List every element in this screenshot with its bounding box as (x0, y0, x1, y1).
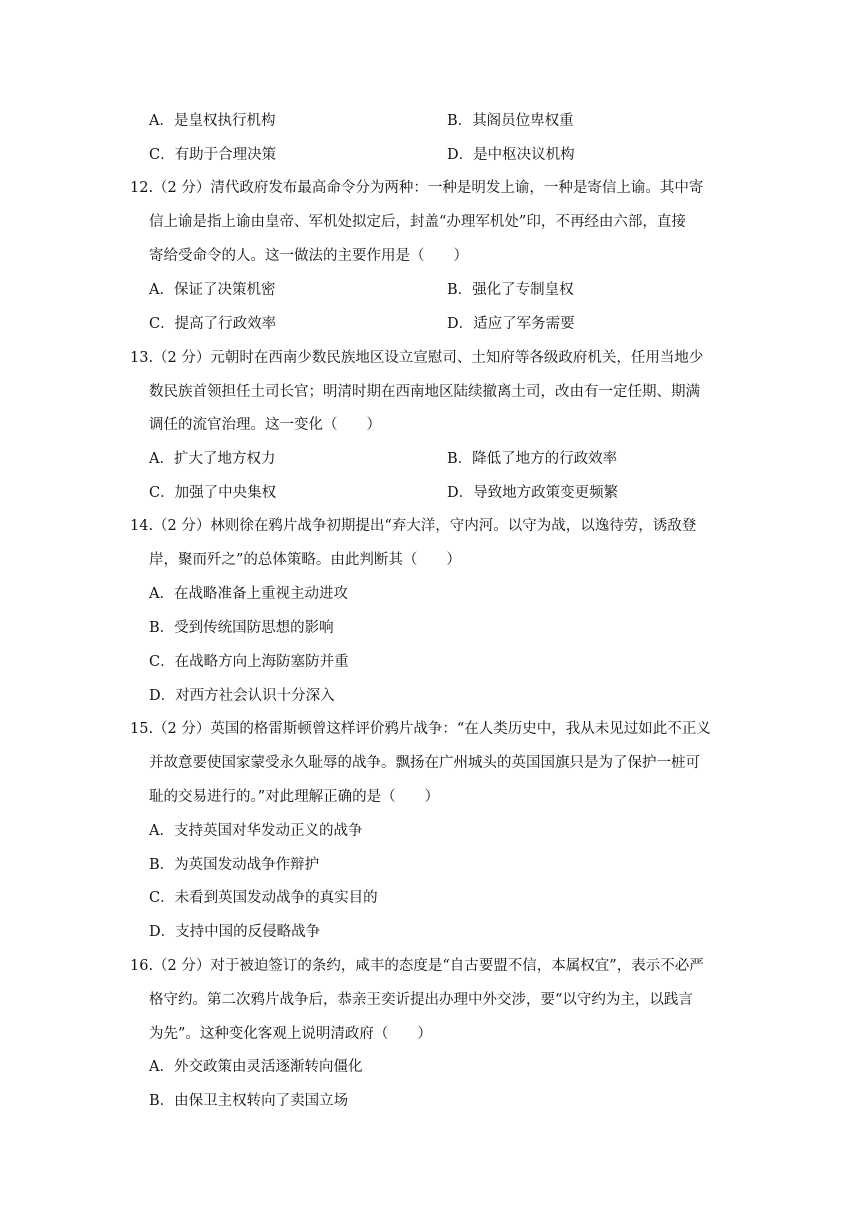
q15-stem-line-1: 15.（2 分）英国的格雷斯顿曾这样评价鸦片战争：“在人类历史中，我从未见过如此不正义 (130, 721, 711, 737)
q16-option-b: B．由保卫主权转向了卖国立场 (149, 1093, 349, 1109)
q11-option-d: D．是中枢决议机构 (447, 147, 575, 163)
q11-option-b: B．其阁员位卑权重 (447, 113, 574, 129)
q12-stem-line-2: 信上谕是指上谕由皇帝、军机处拟定后，封盖“办理军机处”印，不再经由六部，直接 (149, 214, 686, 230)
q13-option-d: D．导致地方政策变更频繁 (447, 485, 619, 501)
q14-option-b: B．受到传统国防思想的影响 (149, 620, 334, 636)
q13-option-a: A．扩大了地方权力 (149, 451, 276, 467)
q12-option-b: B．强化了专制皇权 (447, 282, 574, 298)
q14-option-c: C．在战略方向上海防塞防并重 (149, 654, 349, 670)
q15-stem-line-2: 并故意要使国家蒙受永久耻辱的战争。飘扬在广州城头的英国国旗只是为了保护一桩可 (149, 755, 700, 771)
q13-option-b: B．降低了地方的行政效率 (447, 451, 618, 467)
q14-option-a: A．在战略准备上重视主动进攻 (149, 586, 348, 602)
q15-stem-line-3: 耻的交易进行的。”对此理解正确的是（ ） (149, 789, 440, 805)
q16-stem-line-3: 为先”。这种变化客观上说明清政府（ ） (149, 1026, 432, 1042)
q16-stem-line-1: 16.（2 分）对于被迫签订的条约，咸丰的态度是“自古要盟不信，本属权宜”，表示不必严 (130, 958, 704, 974)
q13-stem-line-3: 调任的流官治理。这一变化（ ） (149, 417, 381, 433)
q11-option-c: C．有助于合理决策 (149, 147, 277, 163)
q12-stem-line-1: 12.（2 分）清代政府发布最高命令分为两种：一种是明发上谕，一种是寄信上谕。其中寄 (130, 180, 704, 196)
q11-option-a: A．是皇权执行机构 (149, 113, 276, 129)
q12-option-a: A．保证了决策机密 (149, 282, 276, 298)
q15-option-a: A．支持英国对华发动正义的战争 (149, 823, 363, 839)
q12-option-c: C．提高了行政效率 (149, 316, 277, 332)
q16-stem-line-2: 格守约。第二次鸦片战争后，恭亲王奕䜣提出办理中外交涉，要“以守约为主，以践言 (149, 992, 693, 1008)
q12-stem-line-3: 寄给受命令的人。这一做法的主要作用是（ ） (149, 248, 468, 264)
q13-option-c: C．加强了中央集权 (149, 485, 277, 501)
q14-option-d: D．对西方社会认识十分深入 (149, 688, 335, 704)
q13-stem-line-2: 数民族首领担任土司长官；明清时期在西南地区陆续撤离土司，改由有一定任期、期满 (149, 384, 700, 400)
q15-option-b: B．为英国发动战争作辩护 (149, 857, 320, 873)
q14-stem-line-1: 14.（2 分）林则徐在鸦片战争初期提出“弃大洋，守内河。以守为战，以逸待劳，诱敌登 (130, 518, 697, 534)
q15-option-d: D．支持中国的反侵略战争 (149, 924, 321, 940)
q13-stem-line-1: 13.（2 分）元朝时在西南少数民族地区设立宣慰司、土知府等各级政府机关，任用当地少 (130, 350, 704, 366)
q16-option-a: A．外交政策由灵活逐渐转向僵化 (149, 1059, 363, 1075)
q15-option-c: C．未看到英国发动战争的真实目的 (149, 890, 378, 906)
q12-option-d: D．适应了军务需要 (447, 316, 575, 332)
q14-stem-line-2: 岸，聚而歼之”的总体策略。由此判断其（ ） (149, 552, 461, 568)
